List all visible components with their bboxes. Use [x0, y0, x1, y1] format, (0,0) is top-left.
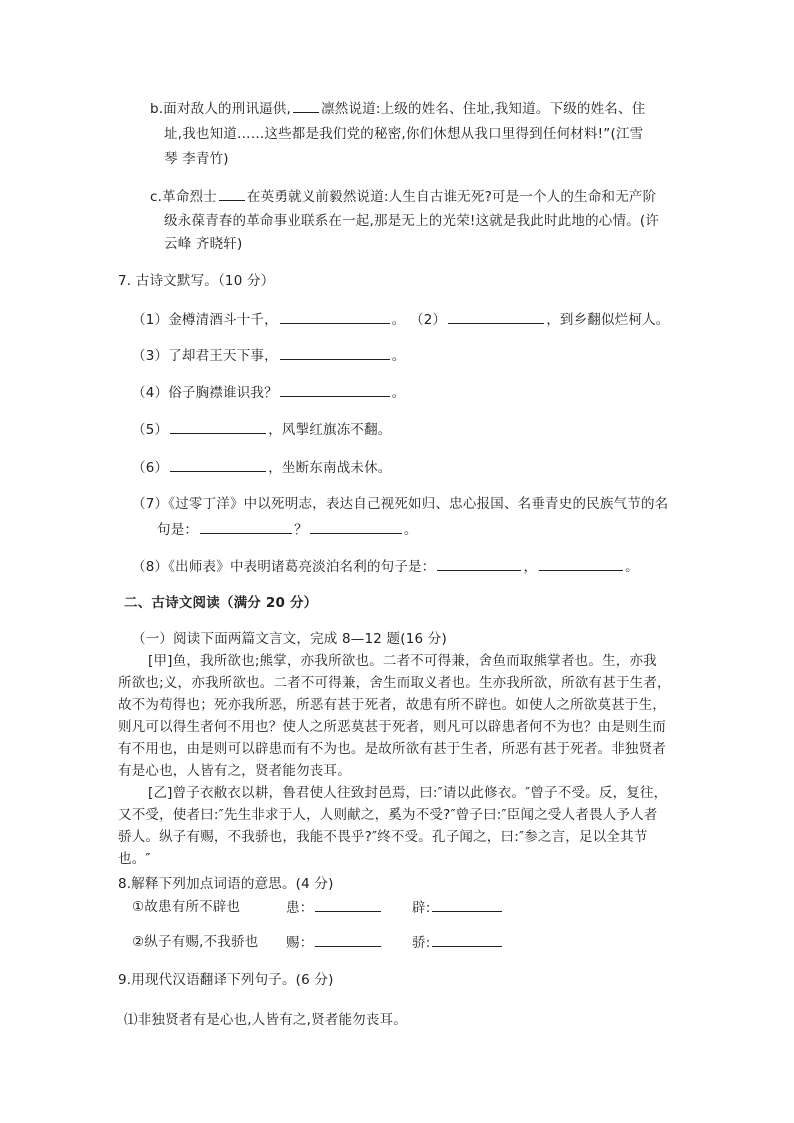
answer-blank[interactable]: [280, 382, 390, 397]
text: 辟:: [412, 900, 431, 916]
question-8-row2: [132, 932, 258, 952]
question-7-item6: [132, 457, 392, 478]
text: 。: [391, 385, 406, 401]
text: （5）: [132, 422, 169, 438]
text: （8）《出师表》中表明诸葛亮淡泊名利的句子是：: [132, 559, 436, 575]
question-6c-line2: 级永葆青春的革命事业联系在一起,那是无上的光荣!这就是我此时此地的心情。(许: [164, 213, 660, 229]
text: （6）: [132, 460, 169, 476]
text: 凛然说道:上级的姓名、住址,我知道。下级的姓名、住: [321, 101, 646, 117]
text: ，风掣红旗冻不翻。: [268, 422, 392, 438]
passage-jia-line: [甲]鱼，我所欲也;熊掌，亦我所欲也。二者不可得兼，舍鱼而取熊掌者也。生，亦我: [148, 653, 657, 669]
passage-yi-line: 骄人。纵子有赐，不我骄也，我能不畏乎?″终不受。孔子闻之，曰:″参之言，足以全其节: [118, 829, 648, 845]
question-8-row1-word1: [286, 897, 383, 918]
answer-blank[interactable]: [293, 98, 319, 113]
passage-jia-line: 有是心也，人皆有之，贤者能勿丧耳。: [118, 763, 351, 779]
text: 。: [391, 348, 406, 364]
text: b.面对敌人的刑讯逼供,: [150, 101, 292, 117]
answer-blank[interactable]: [315, 897, 381, 912]
answer-blank[interactable]: [315, 932, 381, 947]
answer-blank[interactable]: [219, 186, 245, 201]
question-7-item3: [132, 345, 406, 366]
question-6b-line1: [150, 98, 645, 119]
text: 。 （2）: [391, 312, 447, 328]
question-6b-line2: 址,我也知道……这些都是我们党的秘密,你们休想从我口里得到任何材料!”(江雪: [164, 126, 644, 142]
passage-jia-line: 则凡可以得生者何不用也？使人之所恶莫甚于死者，则凡可以辟患者何不为也？由是则生而: [118, 719, 666, 735]
section-2-title: 二、古诗文阅读（满分 20 分）: [124, 595, 318, 611]
text: 。: [403, 522, 418, 538]
question-6b-line3: 琴 李青竹): [164, 151, 229, 167]
question-8-row2-word2: [412, 932, 504, 953]
text: 赐：: [286, 935, 314, 951]
answer-blank[interactable]: [280, 309, 390, 324]
text: c.革命烈士: [150, 189, 217, 205]
text: ①故患有所不辟也: [132, 899, 241, 915]
text: 。: [625, 559, 639, 575]
text: 骄:: [412, 935, 431, 951]
answer-blank[interactable]: [432, 897, 502, 912]
text: ，: [523, 559, 538, 575]
answer-blank[interactable]: [280, 345, 390, 360]
answer-blank[interactable]: [448, 309, 544, 324]
text: （3）了却君王天下事，: [132, 348, 278, 364]
answer-blank[interactable]: [170, 419, 266, 434]
question-8-title: 8.解释下列加点词语的意思。(4 分): [118, 876, 334, 892]
answer-blank[interactable]: [200, 519, 292, 534]
text: ？: [294, 522, 308, 538]
question-6c-line1: [150, 186, 656, 207]
question-7-item8: [132, 556, 639, 577]
passage-jia-line: 有不用也，由是则可以辟患而有不为也。是故所欲有甚于生者，所恶有甚于死者。非独贤者: [118, 741, 666, 757]
passage-yi-line: [乙]曾子衣敝衣以耕，鲁君使人往致封邑焉，曰:″请以此修衣。″曾子不受。反，复往，: [148, 785, 668, 801]
text: （1）金樽清酒斗十千，: [132, 312, 278, 328]
passage-jia-line: 故不为苟得也；死亦我所恶，所恶有甚于死者，故患有所不辟也。如使人之所欲莫甚于生，: [118, 697, 666, 713]
text: （4）俗子胸襟谁识我？: [132, 385, 278, 401]
question-9-item1: ⑴非独贤者有是心也,人皆有之,贤者能勿丧耳。: [124, 1012, 407, 1028]
passage-yi-line: 又不受，使者曰:″先生非求于人，人则献之，奚为不受?″曾子曰:″臣闻之受人者畏人予人者: [118, 807, 658, 823]
answer-blank[interactable]: [432, 932, 502, 947]
text: 患：: [286, 900, 314, 916]
answer-blank[interactable]: [310, 519, 402, 534]
section-2-subtitle: （一）阅读下面两篇文言文，完成 8—12 题(16 分): [132, 631, 447, 647]
text: ②纵子有赐,不我骄也: [132, 934, 259, 950]
text: ，到乡翻似烂柯人。: [546, 312, 670, 328]
answer-blank[interactable]: [437, 556, 521, 571]
question-9-title: 9.用现代汉语翻译下列句子。(6 分): [118, 972, 334, 988]
passage-yi-line: 也。″: [118, 851, 151, 867]
question-7-title: 7. 古诗文默写。（10 分）: [118, 273, 275, 289]
answer-blank[interactable]: [170, 457, 266, 472]
answer-blank[interactable]: [539, 556, 623, 571]
question-7-item4: [132, 382, 406, 403]
question-8-row1: [132, 897, 240, 917]
question-8-row1-word2: [412, 897, 504, 918]
question-7-item7-line1: （7）《过零丁洋》中以死明志，表达自己视死如归、忠心报国、名垂青史的民族气节的名: [132, 496, 669, 512]
text: 在英勇就义前毅然说道:人生自古谁无死?可是一个人的生命和无产阶: [246, 189, 657, 205]
passage-jia-line: 所欲也;义，亦我所欲也。二者不可得兼，舍生而取义者也。生亦我所欲，所欲有甚于生者，: [118, 675, 671, 691]
question-7-item7-line2: [157, 519, 418, 540]
question-7-item5: [132, 419, 392, 440]
question-6c-line3: 云峰 齐晓轩): [164, 236, 243, 252]
text: ，坐断东南战未休。: [268, 460, 392, 476]
question-8-row2-word1: [286, 932, 383, 953]
question-7-item1: [132, 309, 670, 330]
text: 句是：: [157, 522, 199, 538]
